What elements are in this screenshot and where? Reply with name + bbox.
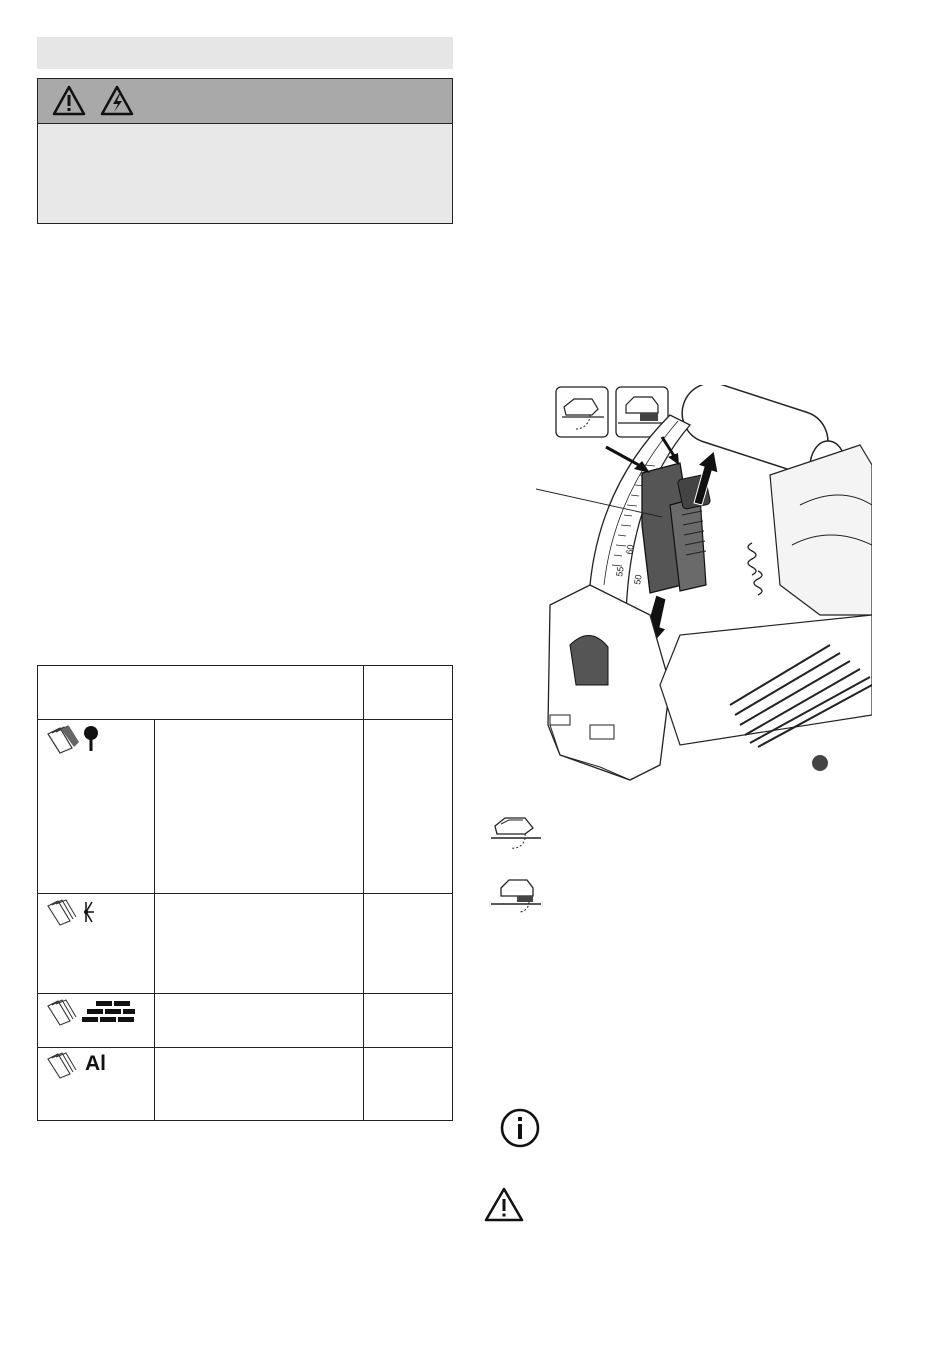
aluminium-material-icon (46, 1051, 80, 1079)
wood-material-icon (46, 724, 106, 754)
electric-shock-icon (100, 85, 134, 117)
plastic-material-icon (46, 898, 106, 926)
scale-label-60: 60 (624, 543, 636, 556)
warning-triangle-icon (483, 1186, 525, 1224)
info-icon (499, 1107, 541, 1149)
plunge-saw-depth-adjustment-figure (530, 385, 872, 793)
scale-label-55: 55 (614, 565, 626, 578)
warning-box (37, 78, 453, 224)
material-table (37, 665, 453, 1121)
aluminium-symbol: Al (85, 1052, 106, 1075)
scale-label-50: 50 (632, 573, 644, 586)
masonry-material-icon (46, 998, 138, 1026)
saw-splinter-guard-icon (489, 876, 543, 914)
warning-triangle-icon (52, 85, 86, 117)
section-heading-bar (37, 37, 453, 69)
saw-cut-depth-icon (489, 812, 543, 850)
warning-header (38, 79, 452, 124)
